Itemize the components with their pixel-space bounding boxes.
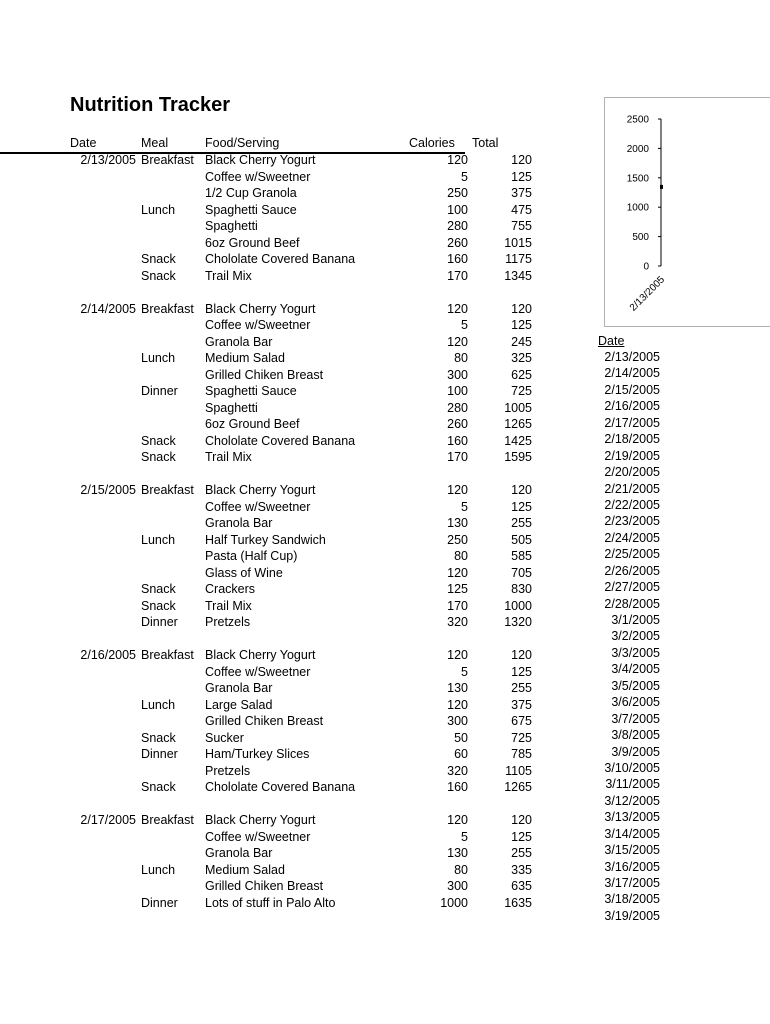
date-list-item: 3/15/2005: [604, 843, 660, 858]
cell-date: 2/17/2005: [80, 813, 136, 827]
cell-food: Large Salad: [205, 697, 273, 712]
cell-total: 255: [511, 846, 532, 860]
calorie-chart: [604, 97, 770, 327]
date-list-item: 2/16/2005: [604, 399, 660, 414]
cell-calories: 120: [447, 813, 468, 827]
cell-total: 375: [511, 697, 532, 712]
cell-calories: 280: [447, 219, 468, 233]
table-row: [70, 433, 536, 450]
y-tick-label: 2000: [626, 143, 649, 155]
table-row: [70, 532, 536, 549]
cell-total: 1265: [504, 780, 532, 794]
table-row: [70, 301, 536, 318]
cell-food: Chololate Covered Banana: [205, 433, 356, 448]
cell-food: Black Cherry Yogurt: [205, 153, 316, 167]
cell-food: Pretzels: [205, 763, 251, 778]
cell-calories: 130: [447, 846, 468, 860]
cell-total: 505: [511, 532, 532, 547]
cell-meal: Dinner: [141, 615, 178, 629]
cell-date: 2/13/2005: [80, 153, 136, 167]
table-row: [70, 367, 536, 384]
cell-calories: 260: [447, 417, 468, 431]
cell-total: 1265: [504, 417, 532, 431]
cell-meal: Breakfast: [141, 153, 194, 167]
cell-calories: 320: [447, 763, 468, 778]
date-list-item: 2/25/2005: [604, 547, 660, 562]
cell-calories: 120: [447, 153, 468, 167]
header-meal: Meal: [141, 136, 169, 150]
date-list-item: 3/18/2005: [604, 892, 660, 907]
cell-food: Pretzels: [205, 615, 251, 629]
header-date: Date: [70, 136, 97, 150]
cell-calories: 300: [447, 367, 468, 382]
cell-total: 830: [511, 582, 532, 596]
cell-total: 1000: [504, 598, 532, 613]
cell-food: Spaghetti: [205, 219, 258, 233]
cell-meal: Dinner: [141, 384, 178, 398]
cell-food: Chololate Covered Banana: [205, 252, 356, 266]
date-list-item: 2/22/2005: [604, 497, 660, 512]
table-row: [70, 779, 536, 796]
date-list-item: 3/8/2005: [611, 728, 660, 743]
table-row: [70, 334, 536, 351]
date-list-item: 2/26/2005: [604, 563, 660, 578]
cell-calories: 5: [461, 664, 468, 679]
date-list-item: 3/14/2005: [604, 826, 660, 841]
table-row: [70, 845, 536, 862]
cell-food: Black Cherry Yogurt: [205, 813, 316, 827]
cell-calories: 50: [454, 730, 468, 745]
cell-food: Spaghetti Sauce: [205, 202, 297, 217]
cell-calories: 120: [447, 697, 468, 712]
cell-total: 1345: [504, 268, 532, 283]
cell-meal: Breakfast: [141, 301, 194, 316]
table-row: [70, 284, 536, 301]
cell-total: 585: [511, 549, 532, 563]
cell-calories: 160: [447, 780, 468, 794]
data-point: [660, 185, 663, 189]
table-row: [70, 268, 536, 285]
cell-total: 725: [511, 384, 532, 398]
cell-calories: 120: [447, 334, 468, 349]
cell-meal: Snack: [141, 582, 176, 596]
cell-calories: 1000: [440, 895, 468, 910]
cell-food: Lots of stuff in Palo Alto: [205, 895, 336, 910]
cell-meal: Breakfast: [141, 483, 194, 497]
cell-calories: 80: [454, 351, 468, 365]
table-row: [70, 235, 536, 252]
table-row: [70, 697, 536, 714]
table-row: [70, 829, 536, 846]
cell-food: Sucker: [205, 730, 244, 745]
table-row: [70, 598, 536, 615]
date-list-item: 3/9/2005: [611, 744, 660, 759]
cell-food: Black Cherry Yogurt: [205, 483, 316, 497]
date-list-body: [598, 349, 660, 924]
cell-calories: 80: [454, 862, 468, 877]
cell-total: 255: [511, 516, 532, 530]
cell-food: Granola Bar: [205, 681, 273, 695]
date-list-item: 2/20/2005: [604, 465, 660, 480]
cell-food: Coffee w/Sweetner: [205, 318, 311, 332]
cell-meal: Snack: [141, 598, 176, 613]
table-row: [70, 169, 536, 186]
cell-meal: Snack: [141, 780, 176, 794]
table-row: [70, 218, 536, 235]
cell-calories: 120: [447, 648, 468, 662]
cell-calories: 320: [447, 615, 468, 629]
table-row: [70, 713, 536, 730]
cell-meal: Snack: [141, 433, 176, 448]
date-list-item: 3/17/2005: [604, 876, 660, 890]
table-row: [70, 664, 536, 681]
cell-total: 120: [511, 648, 532, 662]
date-list-item: 2/14/2005: [604, 366, 660, 381]
cell-calories: 120: [447, 483, 468, 497]
cell-calories: 300: [447, 879, 468, 893]
cell-calories: 5: [461, 169, 468, 184]
table-row: [70, 614, 536, 631]
cell-food: Coffee w/Sweetner: [205, 664, 311, 679]
table-row: [70, 746, 536, 763]
food-log-table: [70, 136, 536, 911]
date-list-item: 3/3/2005: [611, 645, 660, 660]
cell-total: 1105: [505, 763, 532, 778]
header-calories: Calories: [409, 136, 455, 150]
table-row: [70, 812, 536, 829]
cell-food: Ham/Turkey Slices: [205, 747, 310, 761]
date-list-item: 3/1/2005: [611, 613, 660, 627]
cell-food: Coffee w/Sweetner: [205, 829, 311, 844]
cell-total: 1595: [504, 450, 532, 464]
date-list-item: 3/10/2005: [604, 760, 660, 775]
cell-food: Granola Bar: [205, 846, 273, 860]
cell-total: 475: [511, 202, 532, 217]
date-list-item: 3/5/2005: [611, 678, 660, 693]
table-row: [70, 482, 536, 499]
table-row: [70, 730, 536, 747]
date-list-item: 3/4/2005: [611, 662, 660, 677]
date-list-item: 2/18/2005: [604, 432, 660, 447]
cell-total: 675: [511, 714, 532, 728]
cell-calories: 125: [447, 582, 468, 596]
date-list-item: 2/27/2005: [604, 580, 660, 595]
cell-calories: 170: [447, 268, 468, 283]
cell-total: 1320: [504, 615, 532, 629]
cell-total: 120: [511, 483, 532, 497]
cell-food: Black Cherry Yogurt: [205, 301, 316, 316]
cell-food: Trail Mix: [205, 450, 252, 464]
cell-total: 120: [511, 301, 532, 316]
y-tick-label: 0: [643, 261, 649, 273]
cell-food: Grilled Chiken Breast: [205, 367, 324, 382]
cell-total: 125: [511, 169, 532, 184]
cell-meal: Dinner: [141, 747, 178, 761]
cell-total: 1175: [505, 252, 532, 266]
cell-food: Spaghetti Sauce: [205, 384, 297, 398]
cell-calories: 250: [447, 186, 468, 200]
table-row: [70, 499, 536, 516]
cell-meal: Breakfast: [141, 648, 194, 662]
cell-calories: 130: [447, 681, 468, 695]
cell-meal: Breakfast: [141, 813, 194, 827]
cell-calories: 260: [447, 235, 468, 250]
cell-meal: Lunch: [141, 532, 176, 547]
chart-svg: [605, 98, 770, 326]
date-list-item: 3/6/2005: [611, 695, 660, 710]
cell-calories: 170: [447, 450, 468, 464]
cell-meal: Snack: [141, 268, 176, 283]
cell-total: 725: [511, 730, 532, 745]
cell-total: 125: [511, 664, 532, 679]
date-list-item: 2/28/2005: [604, 596, 660, 611]
cell-food: Trail Mix: [205, 598, 252, 613]
cell-total: 325: [511, 351, 532, 365]
date-list-item: 2/24/2005: [604, 530, 660, 545]
cell-food: Granola Bar: [205, 516, 273, 530]
table-row: [70, 350, 536, 367]
date-list-item: 2/19/2005: [604, 448, 660, 463]
header-total: Total: [472, 136, 499, 150]
cell-total: 1015: [504, 235, 532, 250]
cell-food: Chololate Covered Banana: [205, 780, 356, 794]
table-row: [70, 185, 536, 202]
table-row: [70, 515, 536, 532]
date-list-item: 2/17/2005: [604, 415, 660, 430]
cell-food: Spaghetti: [205, 400, 258, 415]
cell-total: 1635: [504, 895, 532, 910]
table-row: [70, 862, 536, 879]
cell-total: 1005: [504, 400, 532, 415]
cell-food: Granola Bar: [205, 334, 273, 349]
table-row: [70, 317, 536, 334]
table-row: [70, 416, 536, 433]
cell-food: Half Turkey Sandwich: [205, 532, 326, 547]
table-row: [70, 631, 536, 648]
cell-calories: 250: [447, 532, 468, 547]
cell-calories: 5: [461, 318, 468, 332]
table-row: [70, 796, 536, 813]
cell-total: 335: [511, 862, 532, 877]
cell-food: Grilled Chiken Breast: [205, 714, 324, 728]
table-row: [70, 647, 536, 664]
cell-calories: 130: [447, 516, 468, 530]
table-header-row: [70, 136, 536, 152]
table-row: [70, 449, 536, 466]
cell-food: 6oz Ground Beef: [205, 417, 300, 431]
cell-total: 245: [511, 334, 532, 349]
cell-calories: 300: [447, 714, 468, 728]
date-list-item: 2/21/2005: [604, 481, 660, 496]
table-row: [70, 383, 536, 400]
cell-total: 705: [511, 565, 532, 580]
cell-meal: Lunch: [141, 862, 176, 877]
cell-calories: 160: [447, 433, 468, 448]
cell-food: Coffee w/Sweetner: [205, 499, 311, 514]
cell-date: 2/14/2005: [80, 301, 136, 316]
table-row: [70, 581, 536, 598]
y-tick-label: 2500: [626, 114, 649, 126]
cell-total: 125: [511, 318, 532, 332]
cell-food: Medium Salad: [205, 351, 285, 365]
cell-meal: Snack: [141, 450, 176, 464]
cell-total: 375: [511, 186, 532, 200]
cell-food: Crackers: [205, 582, 256, 596]
date-list-item: 3/13/2005: [604, 810, 660, 825]
date-list-item: 2/15/2005: [604, 382, 660, 397]
cell-meal: Snack: [141, 730, 176, 745]
cell-total: 120: [511, 813, 532, 827]
table-row: [70, 895, 536, 912]
table-row: [70, 878, 536, 895]
cell-calories: 120: [447, 301, 468, 316]
cell-food: Medium Salad: [205, 862, 285, 877]
cell-meal: Lunch: [141, 697, 176, 712]
cell-calories: 80: [454, 549, 468, 563]
cell-total: 120: [511, 153, 532, 167]
table-row: [70, 152, 536, 169]
cell-date: 2/16/2005: [80, 648, 136, 662]
cell-calories: 120: [447, 565, 468, 580]
cell-total: 755: [511, 219, 532, 233]
cell-food: 1/2 Cup Granola: [205, 186, 297, 200]
table-row: [70, 548, 536, 565]
cell-calories: 170: [447, 598, 468, 613]
cell-date: 2/15/2005: [80, 483, 136, 497]
cell-total: 125: [511, 829, 532, 844]
cell-food: Coffee w/Sweetner: [205, 169, 311, 184]
table-row: [70, 466, 536, 483]
cell-calories: 60: [454, 747, 468, 761]
table-row: [70, 565, 536, 582]
date-list-item: 3/2/2005: [611, 629, 660, 644]
cell-food: Black Cherry Yogurt: [205, 648, 316, 662]
cell-meal: Lunch: [141, 202, 176, 217]
date-list-item: 3/7/2005: [611, 711, 660, 726]
cell-total: 635: [511, 879, 532, 893]
table-row: [70, 763, 536, 780]
cell-calories: 5: [461, 829, 468, 844]
cell-total: 1425: [504, 433, 532, 448]
y-tick-label: 1500: [626, 173, 649, 185]
date-list-header: Date: [598, 334, 625, 348]
cell-food: Trail Mix: [205, 268, 252, 283]
date-list-item: 3/12/2005: [604, 793, 660, 808]
cell-food: Glass of Wine: [205, 565, 283, 580]
cell-total: 255: [511, 681, 532, 695]
cell-meal: Lunch: [141, 351, 176, 365]
cell-calories: 280: [447, 400, 468, 415]
page-title: Nutrition Tracker: [70, 94, 231, 116]
y-tick-label: 1000: [626, 202, 649, 214]
cell-food: 6oz Ground Beef: [205, 235, 300, 250]
cell-food: Grilled Chiken Breast: [205, 879, 324, 893]
date-list-item: 2/23/2005: [604, 514, 660, 529]
cell-calories: 5: [461, 499, 468, 514]
cell-calories: 100: [447, 202, 468, 217]
header-food-serving: Food/Serving: [205, 136, 280, 150]
date-list-item: 3/11/2005: [605, 777, 660, 792]
cell-calories: 100: [447, 384, 468, 398]
table-row: [70, 400, 536, 417]
date-list-item: 3/16/2005: [604, 859, 660, 874]
date-list-item: 3/19/2005: [604, 908, 660, 923]
cell-meal: Snack: [141, 252, 176, 266]
cell-calories: 160: [447, 252, 468, 266]
cell-food: Pasta (Half Cup): [205, 549, 298, 563]
date-list-item: 2/13/2005: [604, 350, 660, 364]
cell-total: 125: [511, 499, 532, 514]
date-list: [598, 333, 660, 924]
cell-meal: Dinner: [141, 895, 178, 910]
table-row: [70, 680, 536, 697]
cell-total: 785: [511, 747, 532, 761]
cell-total: 625: [511, 367, 532, 382]
table-body: [70, 152, 536, 911]
y-tick-label: 500: [632, 232, 649, 244]
x-tick-label: 2/13/2005: [627, 274, 668, 314]
table-row: [70, 251, 536, 268]
table-row: [70, 202, 536, 219]
